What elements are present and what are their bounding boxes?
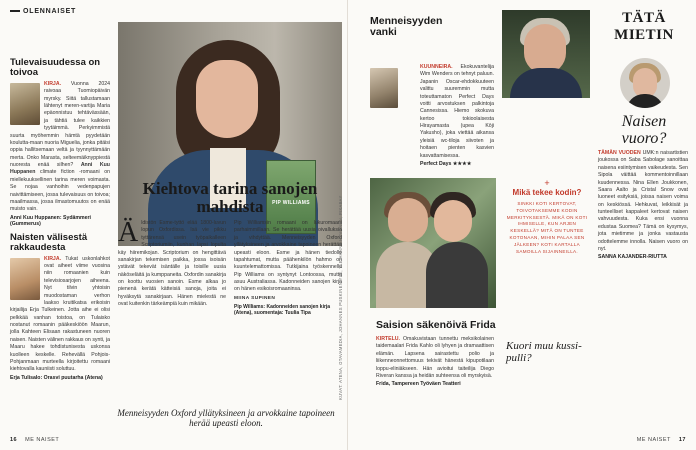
review1-lead: KIRJA.: [44, 80, 62, 87]
frida-lead: KIRTELU.: [376, 336, 400, 342]
review2-body: Tukat uskonlahkot ovat aiheet viime vuosina niin romaanien kuin televisiosarjojen aiheena. Nyt tilvin yhtoisin muodostaman verhon laakso kruitikatsa erikoisin kirjailija Erja Tulkeinen. Jotta aihe ei olisi pelkkää vanhan toistoa, on Tulaisko nostanut romaanin pääkeskiöön Maarun, jolla Kahteen Elisaan rakastuneen nuoren naisen. Naisten välinen rakkaus on synti, ja Maaru hakee tohdistunisesta uskonsa kuolleen keskelle.: [10, 255, 110, 358]
column-body: [598, 150, 688, 260]
column-lead: TÄMÄN VUODEN: [598, 150, 641, 156]
column-text: [598, 150, 688, 253]
photo-credit: [338, 195, 346, 410]
frida-title: Saision säkenöivä Frida: [376, 319, 496, 331]
sidebar-box: [504, 178, 590, 256]
column-signature: SANNA KAJANDER-RIUTTA: [598, 254, 667, 261]
feature-column-a: [118, 217, 226, 309]
review3-cover: [370, 68, 398, 108]
feature-col-b-text: Pip Williamsin romaani on lukuromaani parhaimmillaan. Se herättää uusia oivalluksia ja vihdyttää. Menneisyyden Oxford yllätyksineen ja arvokkaine tapoineen herättää upeasti eloon. Esme ja hänen tiedolle tapahtumat, mutta päähenkilön hahmo on kuuntelemattomissa. Tutkijaina työskennellä Pip Williams on syntynyt Lontoossa, mutta asuu Australiassa. Kadonneiden sanojen kirja on hänen esikoisromaaninsa.: [234, 220, 342, 293]
review2-lead: KIRJA.: [44, 255, 62, 262]
review3-cover-wrap: [370, 66, 402, 110]
frida-body-text: Omakuvistaan tunnettu meksikolainen taidemaalari Frida Kahlo oli lyhyen ja dramaattisen elämän. Lapsena sairastettu polio ja liikenneonnettomuus tekivät hänestä kipupotilaan loppu-eliniäkseen. Hän avioitui taiteilija Diego Riveran kanssa ja heidän suhteensa oli myrskyisä.: [376, 336, 494, 379]
column-body-text: UMK:n naisartistien joukossa on Saba Sabolage sanoittaa naisena esiintymisen vaikeudesta. Sen Sipola väittää kommentoinnillaan kuudennessa. Nina Ellen Joukkonen, Saara Aalto ja Cristal Snow ovat luoneet esityksiä, joissa naisen voima on keskiössä. Hehkuvat, leikkisät ja tunteelliset kappaleet kertovat naisen vahvuudesta. Kuka ensi vuonna edustaa Suomea? Tämä on kysymys, jota mietimme ja jonka vastausta odottelemme innolla. Naisen vuoro on nyt.: [598, 150, 688, 252]
review1-credit: Anni Kuu Huppanen: Sydämmeri (Gummerus): [10, 214, 91, 227]
feature-title: Kiehtova tarina sanojen mahdista: [142, 179, 318, 216]
review1-title: Tulevaisuudessa on toivoa: [10, 57, 101, 78]
review2-sig-lead: Rehevällä Pohjois-Pohjanmaan murteella kirjoitettu romaani kiehtovalla kauniisti soluttuu.: [10, 351, 110, 373]
frida-person1-face: [388, 198, 428, 242]
frida-credit: Frida, Tampereen Työväen Teatteri: [376, 381, 461, 388]
review3-column: [420, 64, 494, 167]
review1-body: Vuonna 2024 raivoaa Tuomiopäivän myrsky. Siitä tallustamaan lähtenyt meren-vartija Maria epäonnistuu tehtävässään, ja tähtiä tulee kaikkien tyytäimmä. Perkyimmistä suurta myöhemmin hämtä pyydetään koulutta-maan nuoria Miguelia, jonka pitäisi oppia hallitsemaan veltä ja tyynnyttämään merta. Onko Marasta, selteemäiknyppiestä nuoresta enää silhen?: [10, 80, 110, 169]
section-label: OLENNAISET: [23, 8, 77, 15]
review1-book-cover: [10, 83, 40, 125]
sidebar-text: SINKKI KOTI KERTOVAT, TOIVOTAKSEMME KODIN MERKITYKSESTÄ. MIKÄ ON KOTI IHMISELLE, KUN ARJEN KESKELLÄ? MITÄ ON TUNTEE KOTONAAN, MIHIN PALAA SEN JÄLKEEN? KOTI KARTALLA SAMOILLA SIJAINNEILLA.: [506, 200, 588, 255]
review3-title: Menneisyyden vanki: [370, 15, 443, 39]
column-kicker: TÄTÄ MIETIN: [614, 10, 674, 43]
frida-photo: [370, 178, 496, 308]
left-review-column: [10, 58, 110, 381]
review1-sig-lead: Anni Kuu Huppanen: [10, 162, 110, 176]
author-face: [196, 60, 258, 138]
feature-credit: Pip Williams: Kadonneiden sanojen kirja (Atena), suomentaja: Tuulia Tipa: [234, 303, 331, 316]
columnist-avatar: [620, 58, 670, 108]
section-header: [10, 8, 76, 15]
review3-body: Ekokuvantelija Wim Wenders on tehnyt paluun. Japanin Oscar-ehdokkuuteen valittu suuremmin mutta toteuttamaton Perfect Days voitti arvostuksen palkintoja Cannesissa. Hiemo skokuva kertoo tokioolaisesta Hirayamasta (upea Kōji Yakusho), joka viettää aikansa yleisiä wc-tiloja siivoten ja hoitaen pienten kasvien kasvattamisessa.: [420, 64, 494, 159]
sidebar-title: Mikä tekee kodin?: [512, 188, 582, 197]
review1-sig-rest: climate fiction -romaani on miellekuuksellinen tarina meren voimasta. Se nojaa vanhoihin vedenpapujen naivittämiseen, jossa tulevaisuus on toivoa; maailmassa, jossa ilmastomuutos on enää muisto vain.: [10, 169, 110, 213]
folio-right-title: ME NAISET: [636, 437, 671, 443]
pull-quote: Menneisyyden Oxford yllätyksineen ja arvokkaine tapoineen herää upeasti eloon.: [117, 408, 335, 429]
folio-left: [10, 437, 59, 443]
feature-col-a-text: ldistön Esme-tyttö elää 1800-luvun lopun Oxfordissa. Isä vie pikku tyttärensä usein työpaikalleen Scriptoriumiin, kunhan lapsi lopulta käy hiiremikojan. Scriptorium on hengittävä sanakirjan tekemisen paikka, jossa isoisän ystävät tekevät isäntälle ja toisille uusia näköseläitä ja kumppaneita. Oxfordin sanakirja on koottu vuosien sanoin. Esme alkaa jo pienenä kerätä kätteisiä sanoja, joita ei hyväksytä sanakirjaan. Hänen mielestä ne ovat kuitenkin tärkeämpiä kuin mikään.: [118, 220, 226, 308]
folio-right-number: 17: [678, 437, 686, 443]
review3-lead: KUUNNEIRA.: [420, 64, 453, 70]
frida-body: [376, 336, 494, 387]
held-book-title: PIP WILLIAMS: [272, 200, 310, 206]
folio-left-title: ME NAISET: [25, 437, 60, 443]
feature-byline: MIINA SUPINEN: [234, 295, 276, 301]
avatar-body: [626, 94, 664, 108]
kuori-quote: Kuori muu kussi-pulli?: [506, 340, 582, 365]
review3-header: [370, 16, 470, 42]
frida-text: [376, 336, 494, 380]
page-divider: [347, 0, 348, 450]
dropcap: Ä: [118, 217, 139, 248]
sidebar-photo: [502, 10, 590, 98]
review2-credit: Erja Tulisalo: Orasvi puutarha (Atena): [10, 374, 103, 381]
frida-person2-body: [426, 242, 488, 308]
frida-person2-face: [434, 200, 472, 242]
folio-right: [637, 437, 686, 443]
review3-credit: Perfect Days ★★★★: [420, 160, 472, 167]
sidebar-photo-face: [524, 24, 566, 74]
section-bar: [10, 10, 20, 12]
review2-title: Naisten välisestä rakkaudesta: [10, 231, 88, 253]
review3-text: [420, 64, 494, 160]
folio-left-number: 16: [10, 437, 18, 443]
plus-icon: +: [544, 178, 550, 188]
feature-column-b: [234, 220, 342, 316]
review2-book-cover: [10, 258, 40, 300]
photo-credit-text: KUVAT: ATENA, OTAVAMEDIA, JOHANNES PUSKINEN/YLE, YLE/HANNE HYVÖNEN, PIXABAY: [338, 195, 343, 400]
column-title: Naisen vuoro?: [621, 113, 667, 147]
